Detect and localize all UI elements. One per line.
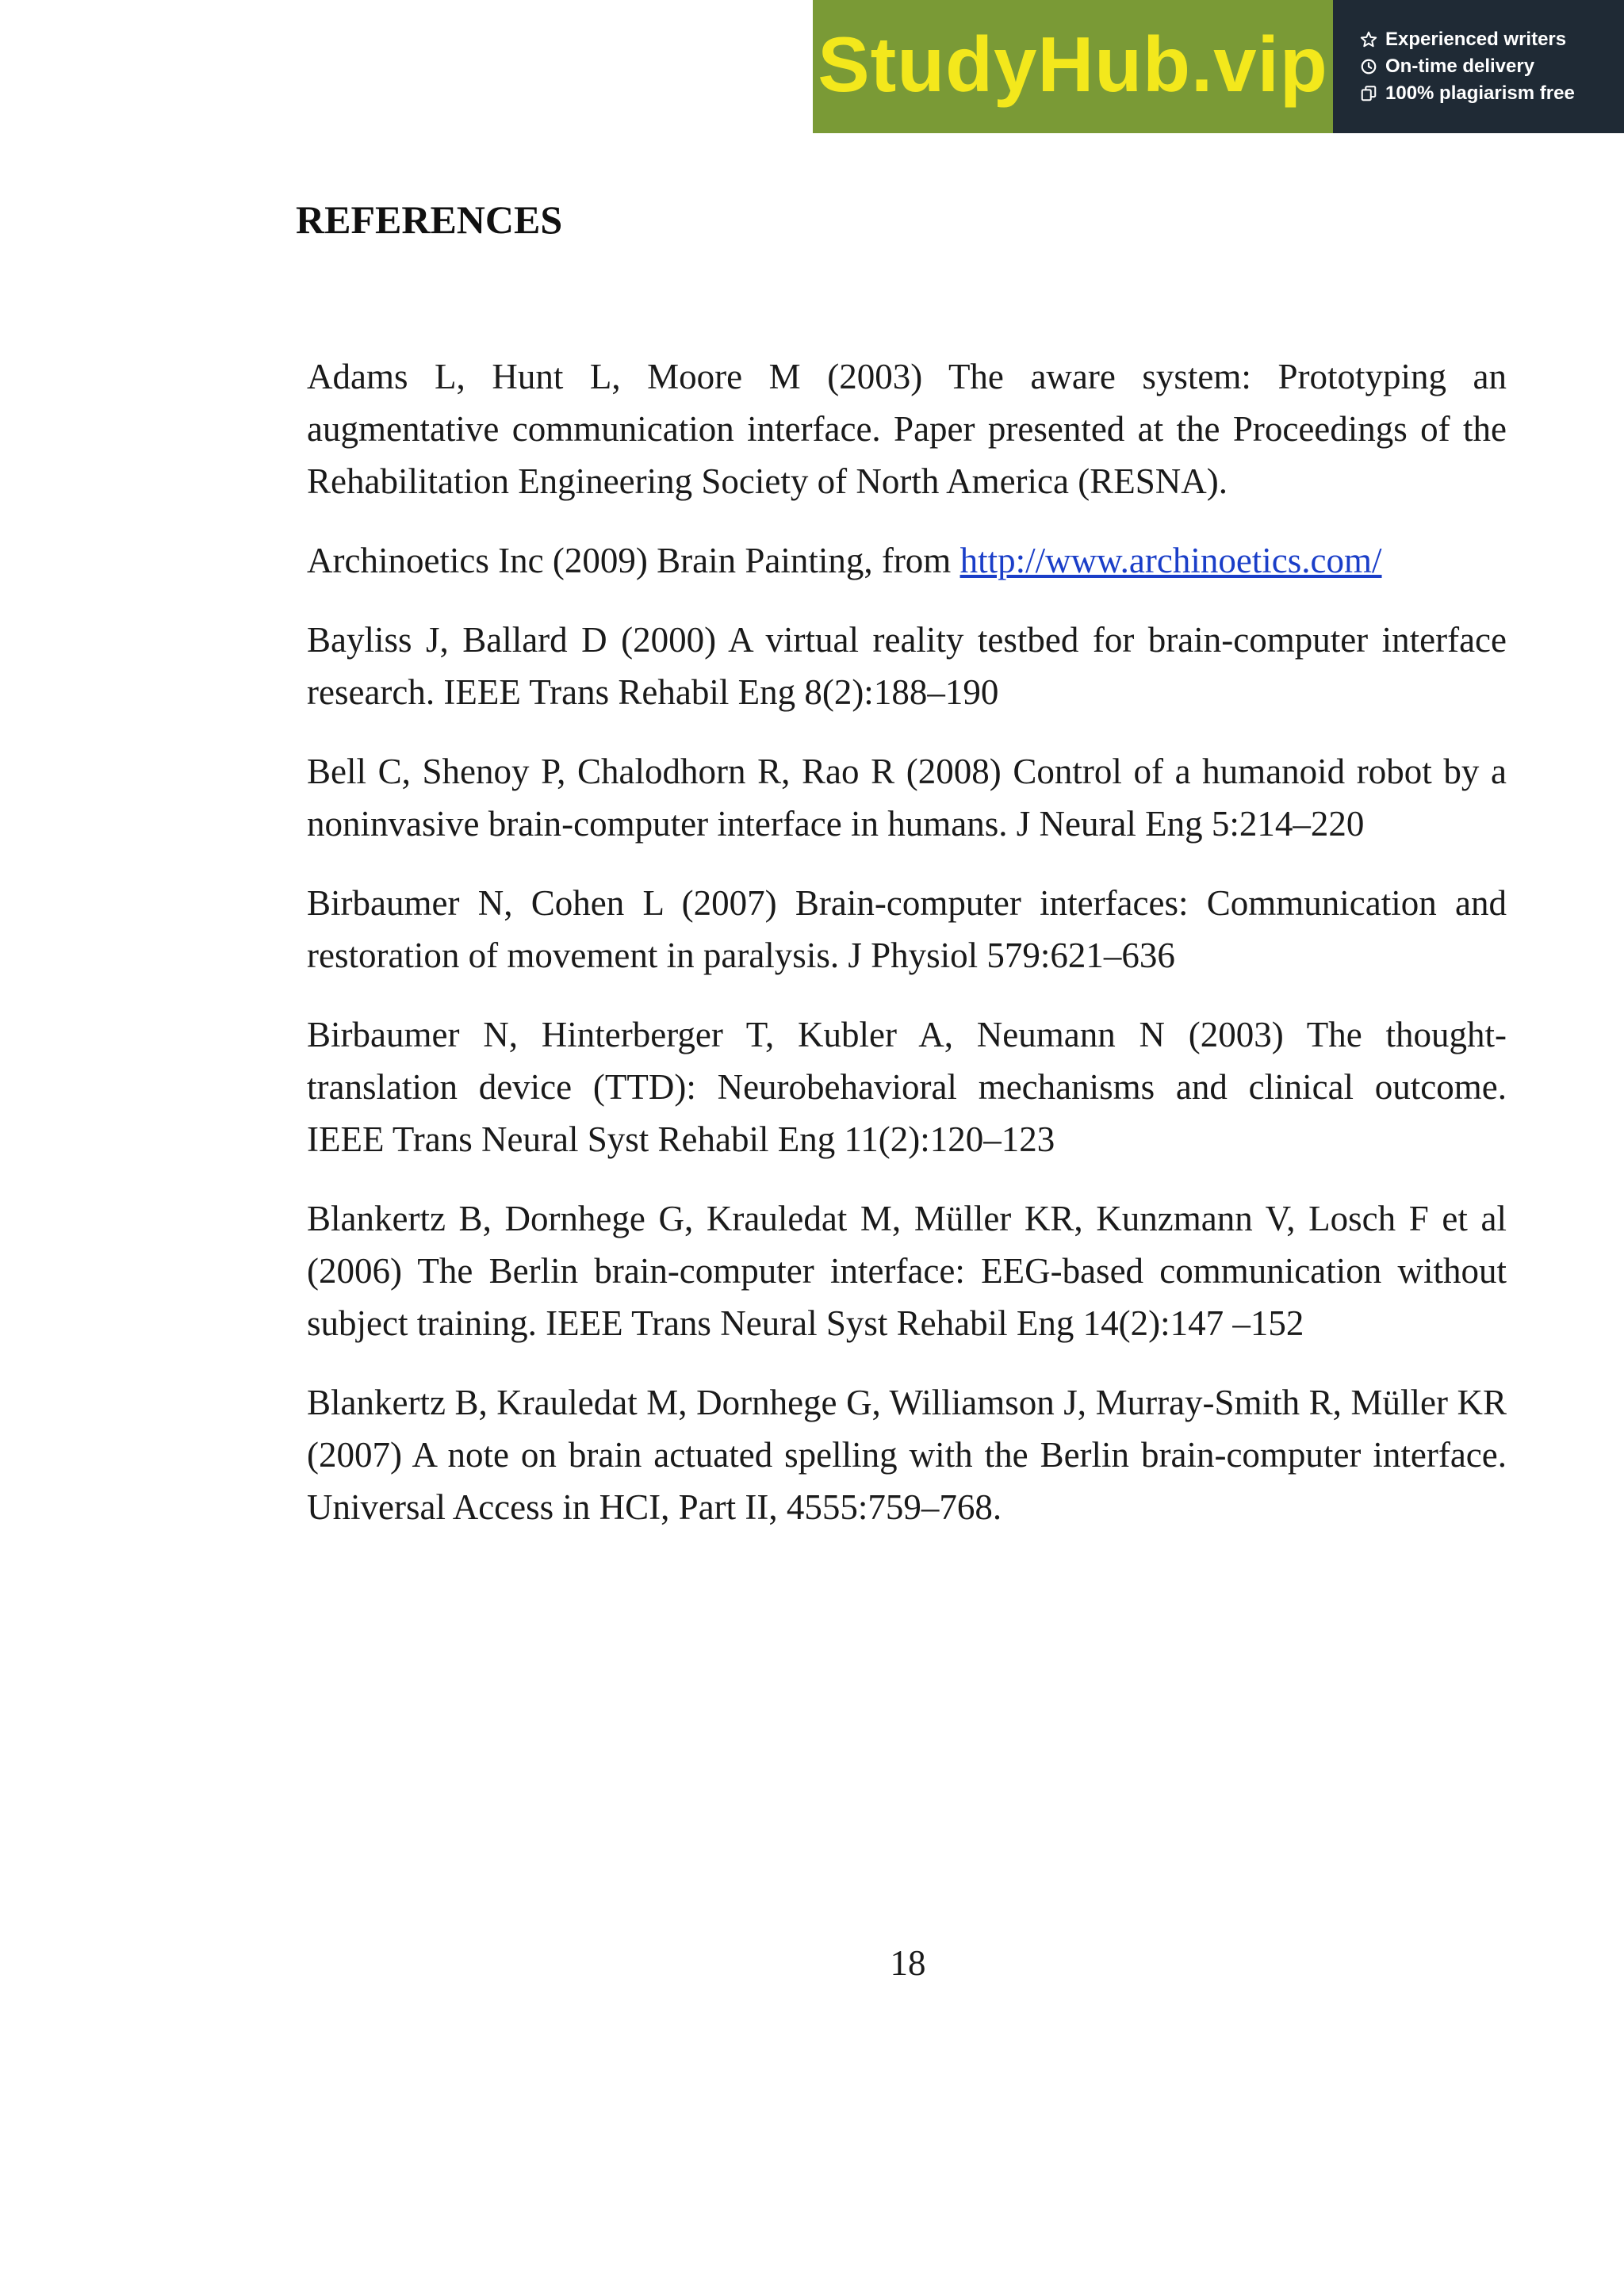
reference-item: Bell C, Shenoy P, Chalodhorn R, Rao R (2008) Control of a humanoid robot by a noninvasive brain-computer interface in humans. J Neural Eng 5:214–220 xyxy=(307,752,1507,844)
reference-text: Archinoetics Inc (2009) Brain Painting, from xyxy=(307,541,960,580)
clock-icon xyxy=(1360,58,1377,75)
reference-item: Blankertz B, Krauledat M, Dornhege G, Williamson J, Murray-Smith R, Müller KR (2007) A note on brain actuated spelling with the Berlin brain-computer interface. Universal Access in HCI, Part II, 4555:759–768. xyxy=(307,1383,1507,1527)
feature-label: 100% plagiarism free xyxy=(1385,82,1575,104)
reference-list xyxy=(307,350,1507,1560)
reference-item xyxy=(307,534,1507,587)
brand-logo-panel[interactable] xyxy=(813,0,1333,133)
reference-item: Birbaumer N, Cohen L (2007) Brain-computer interfaces: Communication and restoration of movement in paralysis. J Physiol 579:621–636 xyxy=(307,883,1507,975)
reference-link[interactable]: http://www.archinoetics.com/ xyxy=(959,541,1382,580)
feature-experienced-writers xyxy=(1360,30,1624,49)
reference-item: Bayliss J, Ballard D (2000) A virtual reality testbed for brain-computer interface research. IEEE Trans Rehabil Eng 8(2):188–190 xyxy=(307,620,1507,712)
page-title: REFERENCES xyxy=(296,197,563,242)
page-number: 18 xyxy=(890,1943,926,1983)
feature-list xyxy=(1333,0,1624,133)
feature-label: Experienced writers xyxy=(1385,29,1567,50)
reference-item: Adams L, Hunt L, Moore M (2003) The aware system: Prototyping an augmentative communication interface. Paper presented at the Proceedings of the Rehabilitation Engineering Society of North America (RESNA). xyxy=(307,357,1507,501)
reference-item: Birbaumer N, Hinterberger T, Kubler A, Neumann N (2003) The thought-translation device (TTD): Neurobehavioral mechanisms and clinical outcome. IEEE Trans Neural Syst Rehabil Eng 11(2):120–123 xyxy=(307,1015,1507,1159)
feature-label: On-time delivery xyxy=(1385,55,1535,77)
copy-document-icon xyxy=(1360,85,1377,102)
feature-on-time-delivery xyxy=(1360,57,1624,76)
reference-item: Blankertz B, Dornhege G, Krauledat M, Müller KR, Kunzmann V, Losch F et al (2006) The Berlin brain-computer interface: EEG-based communication without subject training. IEEE Trans Neural Syst Rehabil Eng 14(2):147 –152 xyxy=(307,1199,1507,1343)
studyhub-banner[interactable] xyxy=(813,0,1624,133)
star-outline-icon xyxy=(1360,31,1377,48)
brand-logo-text: StudyHub.vip xyxy=(818,21,1328,108)
feature-plagiarism-free xyxy=(1360,84,1624,103)
